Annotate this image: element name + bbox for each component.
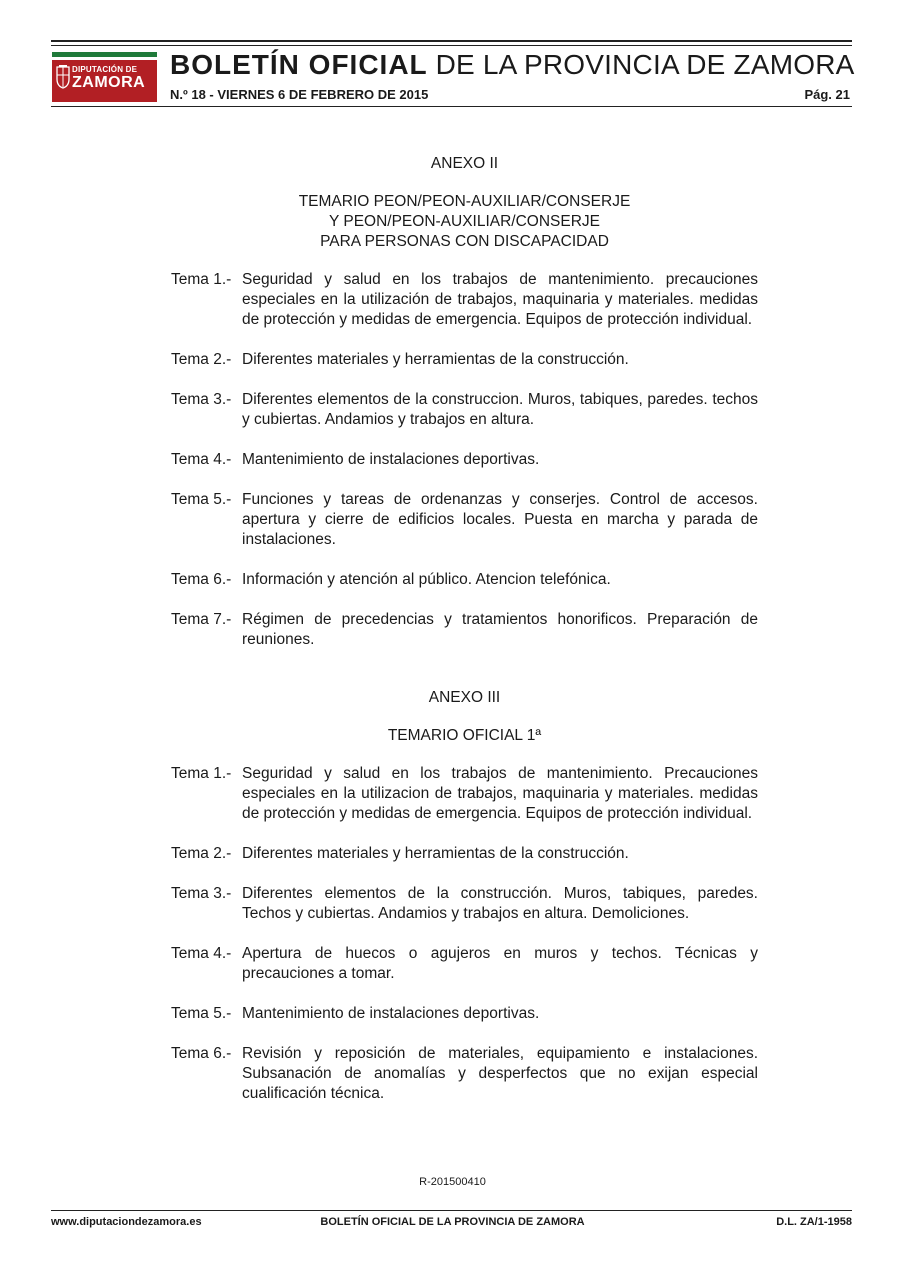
tema-number: Tema 7.- bbox=[171, 611, 232, 628]
page-number: Pág. 21 bbox=[804, 87, 850, 102]
tema-number: Tema 5.- bbox=[171, 491, 232, 508]
tema-item bbox=[171, 270, 758, 330]
tema-item bbox=[171, 490, 758, 550]
tema-number: Tema 1.- bbox=[171, 765, 232, 782]
temario-line: PARA PERSONAS CON DISCAPACIDAD bbox=[320, 233, 609, 250]
tema-text: Información y atención al público. Atencion telefónica. bbox=[242, 571, 611, 588]
temario-line: Y PEON/PEON-AUXILIAR/CONSERJE bbox=[328, 213, 601, 230]
tema-number: Tema 6.- bbox=[171, 1045, 232, 1062]
anexo2-tema-list bbox=[171, 270, 758, 650]
tema-item bbox=[171, 570, 758, 590]
logo-line2: ZAMORA bbox=[72, 74, 146, 91]
bulletin-title-bold: BOLETÍN OFICIAL bbox=[170, 49, 428, 80]
tema-item bbox=[171, 450, 758, 470]
footer-legal-deposit: D.L. ZA/1-1958 bbox=[776, 1216, 852, 1228]
bulletin-title-rest: DE LA PROVINCIA DE ZAMORA bbox=[427, 49, 855, 80]
tema-text: Diferentes elementos de la construcción. Muros, tabiques, paredes. Techos y cubiertas. Andamios y trabajos en altura. Demoliciones. bbox=[242, 885, 758, 922]
tema-item bbox=[171, 610, 758, 650]
diputacion-logo bbox=[52, 52, 157, 102]
header-rule-bottom bbox=[51, 106, 852, 107]
coat-of-arms-icon bbox=[56, 65, 70, 89]
tema-item bbox=[171, 764, 758, 824]
anexo2-heading: ANEXO II bbox=[430, 155, 499, 172]
tema-item bbox=[171, 844, 758, 864]
temario-line: TEMARIO PEON/PEON-AUXILIAR/CONSERJE bbox=[298, 193, 631, 210]
tema-item bbox=[171, 390, 758, 430]
tema-number: Tema 4.- bbox=[171, 451, 232, 468]
tema-number: Tema 2.- bbox=[171, 845, 232, 862]
header-rule-top-thin bbox=[51, 45, 852, 46]
section-gap bbox=[171, 670, 758, 688]
tema-text: Seguridad y salud en los trabajos de mantenimiento. precauciones especiales en la utilización de trabajos, maquinaria y materiales. medidas de protección y medidas de emergencia. Equipos de protección individual. bbox=[242, 271, 758, 328]
tema-text: Mantenimiento de instalaciones deportivas. bbox=[242, 1005, 540, 1022]
tema-text: Diferentes materiales y herramientas de la construcción. bbox=[242, 845, 629, 862]
tema-text: Diferentes materiales y herramientas de la construcción. bbox=[242, 351, 629, 368]
tema-item bbox=[171, 1044, 758, 1104]
tema-number: Tema 3.- bbox=[171, 391, 232, 408]
tema-text: Diferentes elementos de la construccion. Muros, tabiques, paredes. techos y cubiertas. Andamios y trabajos en altura. bbox=[242, 391, 758, 428]
tema-text: Apertura de huecos o agujeros en muros y techos. Técnicas y precauciones a tomar. bbox=[242, 945, 758, 982]
tema-item bbox=[171, 1004, 758, 1024]
document-body bbox=[171, 154, 758, 1124]
footer-rule bbox=[51, 1210, 852, 1211]
anexo3-tema-list bbox=[171, 764, 758, 1104]
tema-text: Funciones y tareas de ordenanzas y conserjes. Control de accesos. apertura y cierre de edificios locales. Puesta en marcha y parada de instalaciones. bbox=[242, 491, 758, 548]
tema-number: Tema 4.- bbox=[171, 945, 232, 962]
anexo2-temario-title bbox=[171, 192, 758, 252]
tema-number: Tema 3.- bbox=[171, 885, 232, 902]
footer-website: www.diputaciondezamora.es bbox=[51, 1216, 202, 1228]
tema-number: Tema 5.- bbox=[171, 1005, 232, 1022]
anexo3-heading: ANEXO III bbox=[428, 689, 501, 706]
tema-text: Régimen de precedencias y tratamientos honorificos. Preparación de reuniones. bbox=[242, 611, 758, 648]
logo-line1: DIPUTACIÓN DE bbox=[72, 65, 138, 74]
tema-text: Seguridad y salud en los trabajos de mantenimiento. Precauciones especiales en la utilizacion de trabajos, maquinaria y materiales. medidas de protección y medidas de emergencia. Equipos de protección individual. bbox=[242, 765, 758, 822]
tema-item bbox=[171, 944, 758, 984]
anexo3-temario-title: TEMARIO OFICIAL 1ª bbox=[387, 727, 542, 744]
tema-number: Tema 1.- bbox=[171, 271, 232, 288]
bulletin-title bbox=[170, 49, 855, 81]
tema-text: Revisión y reposición de materiales, equipamiento e instalaciones. Subsanación de anomalías y desperfectos que no exijan especial cualificación técnica. bbox=[242, 1045, 758, 1102]
tema-number: Tema 2.- bbox=[171, 351, 232, 368]
tema-number: Tema 6.- bbox=[171, 571, 232, 588]
issue-line: N.º 18 - VIERNES 6 DE FEBRERO DE 2015 bbox=[170, 87, 429, 102]
tema-text: Mantenimiento de instalaciones deportivas. bbox=[242, 451, 540, 468]
footer-title: BOLETÍN OFICIAL DE LA PROVINCIA DE ZAMORA bbox=[320, 1216, 585, 1228]
reference-code: R-201500410 bbox=[419, 1176, 486, 1188]
tema-item bbox=[171, 350, 758, 370]
tema-item bbox=[171, 884, 758, 924]
header-rule-top bbox=[51, 40, 852, 42]
